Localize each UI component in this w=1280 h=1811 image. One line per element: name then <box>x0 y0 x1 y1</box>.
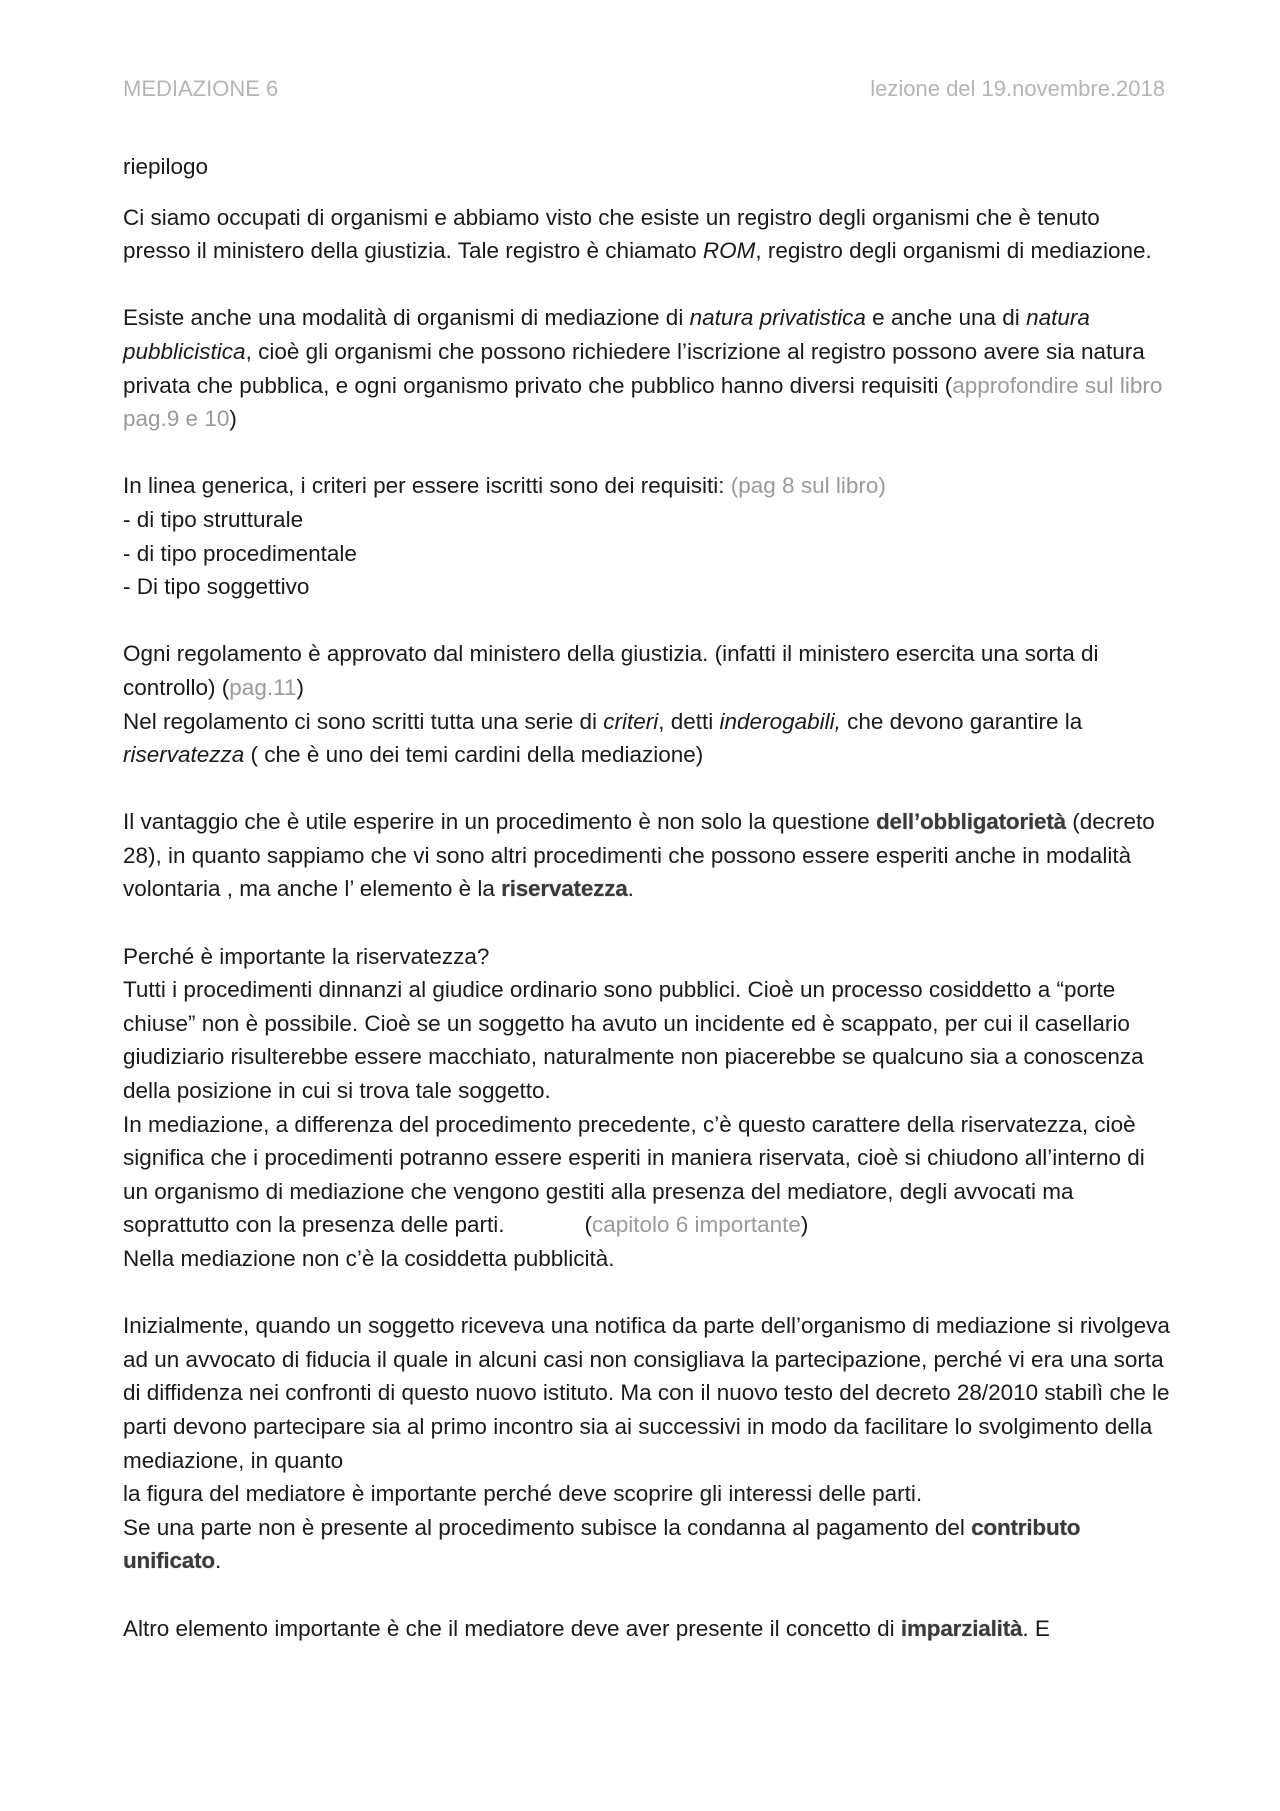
highlight-contributo-unificato: contributo unificato <box>123 1514 1081 1574</box>
margin-note: approfondire sul libro pag.9 e 10 <box>123 372 1163 432</box>
paragraph-figura-mediatore: la figura del mediatore è importante perché deve scoprire gli interessi delle parti. <box>123 1481 923 1507</box>
paragraph-contributo <box>123 1511 1173 1578</box>
paragraph-mediazione-riservata <box>123 1108 1173 1242</box>
list-item: - di tipo procedimentale <box>123 540 357 566</box>
paragraph-regolamento <box>123 637 1173 704</box>
text-span: , cioè gli organismi che possono richiedere l’iscrizione al registro possono avere sia natura privata che pubblica, e ogni organismo privato che pubblico hanno diversi requisiti ( <box>123 338 1145 398</box>
text-span: ) <box>229 406 237 432</box>
text-span: e anche una di <box>865 305 1027 331</box>
text-span: Il vantaggio che è utile esperire in un procedimento è non solo la questione <box>123 809 876 835</box>
question-riservatezza: Perché è importante la riservatezza? <box>123 943 490 969</box>
list-item: - di tipo strutturale <box>123 506 304 532</box>
emphasis-riservatezza: riservatezza <box>123 742 245 768</box>
header-date: lezione del 19.novembre.2018 <box>870 76 1165 101</box>
text-span: . E <box>1022 1615 1050 1641</box>
intro-heading: riepilogo <box>123 154 209 179</box>
text-span: Esiste anche una modalità di organismi di mediazione di <box>123 305 690 331</box>
text-span: Nel regolamento ci sono scritti tutta una serie di <box>123 708 604 734</box>
text-span: , detti <box>658 708 720 734</box>
text-span: In mediazione, a differenza del procedimento precedente, c’è questo carattere della riservatezza, cioè significa che i procedimenti potranno essere esperiti in maniera riservata, cioè si chiudono all’interno di un organismo di mediazione che vengono gestiti alla presenza del mediatore, degli avvocati ma soprattutto con la presenza delle parti. <box>123 1111 1145 1238</box>
text-span: ) <box>296 674 304 700</box>
emphasis-pubblicistica: natura pubblicistica <box>123 305 1090 364</box>
paragraph-pubblici: Tutti i procedimenti dinnanzi al giudice ordinario sono pubblici. Cioè un processo cosiddetto a “porte chiuse” non è possibile. Cioè se un soggetto ha avuto un incidente ed è scappato, per cui il casellario giudiziario risulterebbe essere macchiato, naturalmente non piacerebbe se qualcuno sia a conoscenza della posizione in cui si trova tale soggetto. <box>123 977 1144 1104</box>
paragraph-inizialmente: Inizialmente, quando un soggetto riceveva una notifica da parte dell’organismo di mediazione si rivolgeva ad un avvocato di fiducia il quale in alcuni casi non consigliava la partecipazione, perché vi era una sorta di diffidenza nei confronti di questo nuovo istituto. Ma con il nuovo testo del decreto 28/2010 stabilì che le parti devono partecipare sia al primo incontro sia ai successivi in modo da facilitare lo svolgimento della mediazione, in quanto <box>123 1313 1170 1473</box>
emphasis-criteri: criteri <box>603 708 659 734</box>
text-span: Altro elemento importante è che il mediatore deve aver presente il concetto di <box>123 1615 901 1641</box>
text-span: ( <box>584 1212 592 1238</box>
highlight-riservatezza: riservatezza <box>501 876 628 902</box>
paragraph-imparzialita <box>123 1612 1173 1646</box>
emphasis-privatistica: natura privatistica <box>689 305 866 331</box>
paragraph-vantaggio <box>123 805 1173 906</box>
paragraph-registro <box>123 201 1173 268</box>
text-span: che devono garantire la <box>840 708 1083 734</box>
text-span: Ogni regolamento è approvato dal ministero della giustizia. (infatti il ministero esercita una sorta di controllo) ( <box>123 641 1099 700</box>
paragraph-pubblicita: Nella mediazione non c’è la cosiddetta pubblicità. <box>123 1246 615 1271</box>
document-body <box>123 150 1173 1645</box>
margin-note: capitolo 6 importante <box>591 1212 801 1238</box>
margin-note: (pag 8 sul libro) <box>730 473 886 499</box>
text-span: In linea generica, i criteri per essere iscritti sono dei requisiti: <box>123 473 731 499</box>
page-header <box>123 76 1165 108</box>
highlight-obbligatorieta: dell’obbligatorietà <box>876 809 1066 835</box>
text-span: . <box>627 876 634 902</box>
list-item: - Di tipo soggettivo <box>123 574 310 600</box>
text-span: . <box>214 1548 222 1574</box>
header-title: MEDIAZIONE 6 <box>123 76 279 101</box>
text-span: , registro degli organismi di mediazione. <box>755 238 1152 264</box>
emphasis-rom: ROM <box>702 238 756 264</box>
paragraph-criteri <box>123 469 1173 503</box>
paragraph-criteri-inderogabili <box>123 705 1173 772</box>
text-span: ) <box>800 1212 809 1238</box>
emphasis-inderogabili: inderogabili, <box>719 708 841 734</box>
text-span: ( che è uno dei temi cardini della mediazione) <box>244 742 704 768</box>
text-span: Ci siamo occupati di organismi e abbiamo visto che esiste un registro degli organismi che è tenuto presso il ministero della giustizia. Tale registro è chiamato <box>123 204 1100 264</box>
margin-note: pag.11 <box>229 674 297 700</box>
text-span: Se una parte non è presente al procedimento subisce la condanna al pagamento del <box>123 1514 972 1540</box>
highlight-imparzialita: imparzialità <box>900 1615 1023 1641</box>
text-span: (decreto 28), in quanto sappiamo che vi sono altri procedimenti che possono essere esperiti anche in modalità volontaria , ma anche l’ elemento è la <box>123 809 1155 902</box>
paragraph-natura <box>123 301 1173 435</box>
